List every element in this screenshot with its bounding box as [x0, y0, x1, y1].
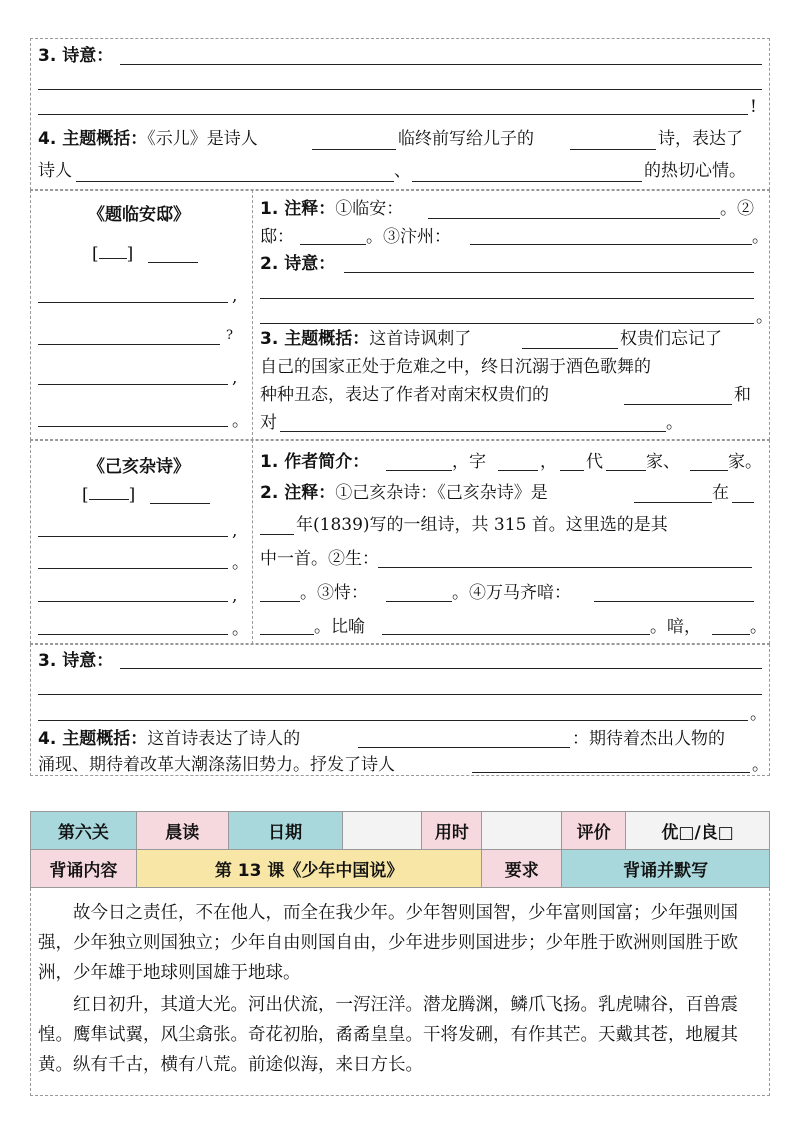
recitation-paragraph-1: 故今日之责任，不在他人，而全在我少年。少年智则国智，少年富则国富；少年强则国强，少年独立则国独立；少年自由则国自由，少年进步则国进步；少年胜于欧洲则国胜于欧洲，少年雄于地球则国雄于地球。 [38, 903, 738, 983]
note-text: 。 [756, 307, 773, 327]
note-text: 家。 [728, 452, 762, 472]
answer-line[interactable] [300, 244, 366, 245]
content-label: 背诵内容 [31, 850, 137, 888]
note-text: 。 [750, 617, 767, 637]
recitation-paragraph-2: 红日初升，其道大光。河出伏流，一泻汪洋。潜龙腾渊，鳞爪飞扬。乳虎啸谷，百兽震惶。鹰隼试翼，风尘翕张。奇花初胎，矞矞皇皇。干将发硎，有作其芒。天戴其苍，地履其黄。纵有千古，横有八荒。前途似海，来日方长。 [38, 995, 738, 1075]
punct: , [232, 586, 238, 606]
author-line[interactable] [150, 503, 210, 504]
note-line: 2. 注释：①己亥杂诗：《己亥杂诗》是 [260, 483, 548, 503]
answer-line[interactable] [472, 772, 750, 773]
note-text: 。喑， [650, 617, 701, 637]
requirement-label: 要求 [482, 850, 562, 888]
answer-line[interactable] [38, 720, 748, 721]
note-text: 自己的国家正处于危难之中，终日沉溺于酒色歌舞的 [260, 357, 651, 377]
shiyi-label: 3. 诗意： [38, 46, 114, 66]
punct: , [232, 368, 238, 388]
note-line: 1. 注释：①临安： [260, 199, 404, 219]
answer-line[interactable] [470, 244, 752, 245]
theme-text: 诗人 [38, 161, 72, 181]
answer-line[interactable] [120, 668, 762, 669]
note-text: 种种丑态，表达了作者对南宋权贵们的 [260, 385, 549, 405]
answer-line[interactable] [38, 694, 762, 695]
poem-line[interactable] [38, 344, 220, 345]
answer-line[interactable] [260, 601, 300, 602]
note-text: 中一首。②生： [260, 549, 379, 569]
note-text: 对 [260, 413, 277, 433]
punct: 。 [232, 619, 249, 639]
poem-line[interactable] [38, 302, 228, 303]
answer-line[interactable] [260, 634, 314, 635]
author-line[interactable] [148, 262, 198, 263]
poem-line[interactable] [38, 601, 228, 602]
time-field[interactable] [482, 812, 562, 850]
theme-line: 4. 主题概括：这首诗表达了诗人的 [38, 729, 301, 749]
answer-line[interactable] [594, 601, 754, 602]
poem-line[interactable] [38, 568, 228, 569]
answer-line[interactable] [498, 470, 538, 471]
poem-line[interactable] [38, 426, 228, 427]
shiyi-label: 3. 诗意： [38, 651, 114, 671]
answer-line[interactable] [38, 89, 762, 90]
answer-line[interactable] [378, 567, 752, 568]
rating-label: 评价 [562, 812, 626, 850]
punct: 。 [232, 553, 249, 573]
note-text: 在 [712, 483, 729, 503]
rating-options[interactable]: 优□/良□ [626, 812, 770, 850]
answer-line[interactable] [732, 502, 754, 503]
author-bracket: [ ] [92, 244, 134, 264]
note-text: 。④万马齐喑： [452, 583, 571, 603]
date-label: 日期 [228, 812, 342, 850]
answer-line[interactable] [386, 470, 452, 471]
note-text: 。 [752, 227, 769, 247]
answer-line[interactable] [624, 404, 732, 405]
note-text: 。③恃： [300, 583, 368, 603]
answer-line[interactable] [386, 601, 452, 602]
note-text: 代 [586, 452, 603, 472]
answer-line[interactable] [280, 431, 666, 432]
answer-line[interactable] [120, 64, 762, 65]
time-label: 用时 [422, 812, 482, 850]
theme-text: ：期待着杰出人物的 [572, 729, 725, 749]
answer-line[interactable] [260, 298, 754, 299]
note-line: 1. 作者简介： [260, 452, 370, 472]
punct: ? [226, 328, 233, 343]
end-mark: ! [750, 97, 757, 117]
note-line: 3. 主题概括：这首诗讽刺了 [260, 329, 472, 349]
answer-line[interactable] [570, 149, 656, 150]
answer-line[interactable] [344, 272, 754, 273]
note-text: 。③汴州： [366, 227, 451, 247]
theme-text: 诗，表达了 [658, 129, 743, 149]
theme-text: 的热切心情。 [644, 161, 746, 181]
theme-text: 、 [394, 161, 411, 181]
lesson-title: 第 13 课《少年中国说》 [136, 850, 481, 888]
note-line: 2. 诗意： [260, 254, 336, 274]
poem-line[interactable] [38, 634, 228, 635]
poem-title: 《己亥杂诗》 [88, 457, 190, 477]
theme-line-1: 4. 主题概括：《示儿》是诗人 [38, 129, 258, 149]
note-text: 。比喻 [314, 617, 365, 637]
date-field[interactable] [342, 812, 422, 850]
answer-line[interactable] [428, 218, 720, 219]
note-text: 年(1839)写的一组诗，共 315 首。这里选的是其 [296, 515, 668, 535]
requirement-value: 背诵并默写 [562, 850, 770, 888]
note-text: 。② [720, 199, 754, 219]
answer-line[interactable] [260, 323, 754, 324]
level-cell: 第六关 [31, 812, 137, 850]
note-text: ，字 [452, 452, 486, 472]
punct: , [232, 521, 238, 541]
answer-line[interactable] [712, 634, 750, 635]
poem-title: 《题临安邸》 [88, 205, 190, 225]
answer-line[interactable] [690, 470, 728, 471]
answer-line[interactable] [358, 747, 570, 748]
answer-line[interactable] [76, 181, 394, 182]
answer-line[interactable] [312, 149, 396, 150]
answer-line[interactable] [560, 470, 584, 471]
answer-line[interactable] [522, 348, 618, 349]
punct: , [232, 286, 238, 306]
answer-line[interactable] [382, 634, 650, 635]
theme-text: 涌现、期待着改革大潮涤荡旧势力。抒发了诗人 [38, 755, 395, 775]
session-cell: 晨读 [136, 812, 228, 850]
author-bracket: [ ] [82, 485, 136, 505]
note-text: 权贵们忘记了 [620, 329, 722, 349]
task-header [30, 811, 770, 888]
note-text: 和 [734, 385, 751, 405]
note-text: 家、 [646, 452, 680, 472]
answer-line[interactable] [634, 502, 712, 503]
answer-line[interactable] [606, 470, 646, 471]
note-text: ， [540, 452, 557, 472]
answer-line[interactable] [412, 181, 642, 182]
note-text: 邸： [260, 227, 294, 247]
punct: 。 [232, 411, 249, 431]
theme-text: 临终前写给儿子的 [398, 129, 534, 149]
answer-line[interactable] [38, 114, 748, 115]
end-mark: 。 [750, 704, 767, 724]
end-mark: 。 [752, 755, 769, 775]
poem-line[interactable] [38, 384, 228, 385]
note-text: 。 [666, 413, 683, 433]
poem-line[interactable] [38, 536, 228, 537]
answer-line[interactable] [260, 534, 294, 535]
